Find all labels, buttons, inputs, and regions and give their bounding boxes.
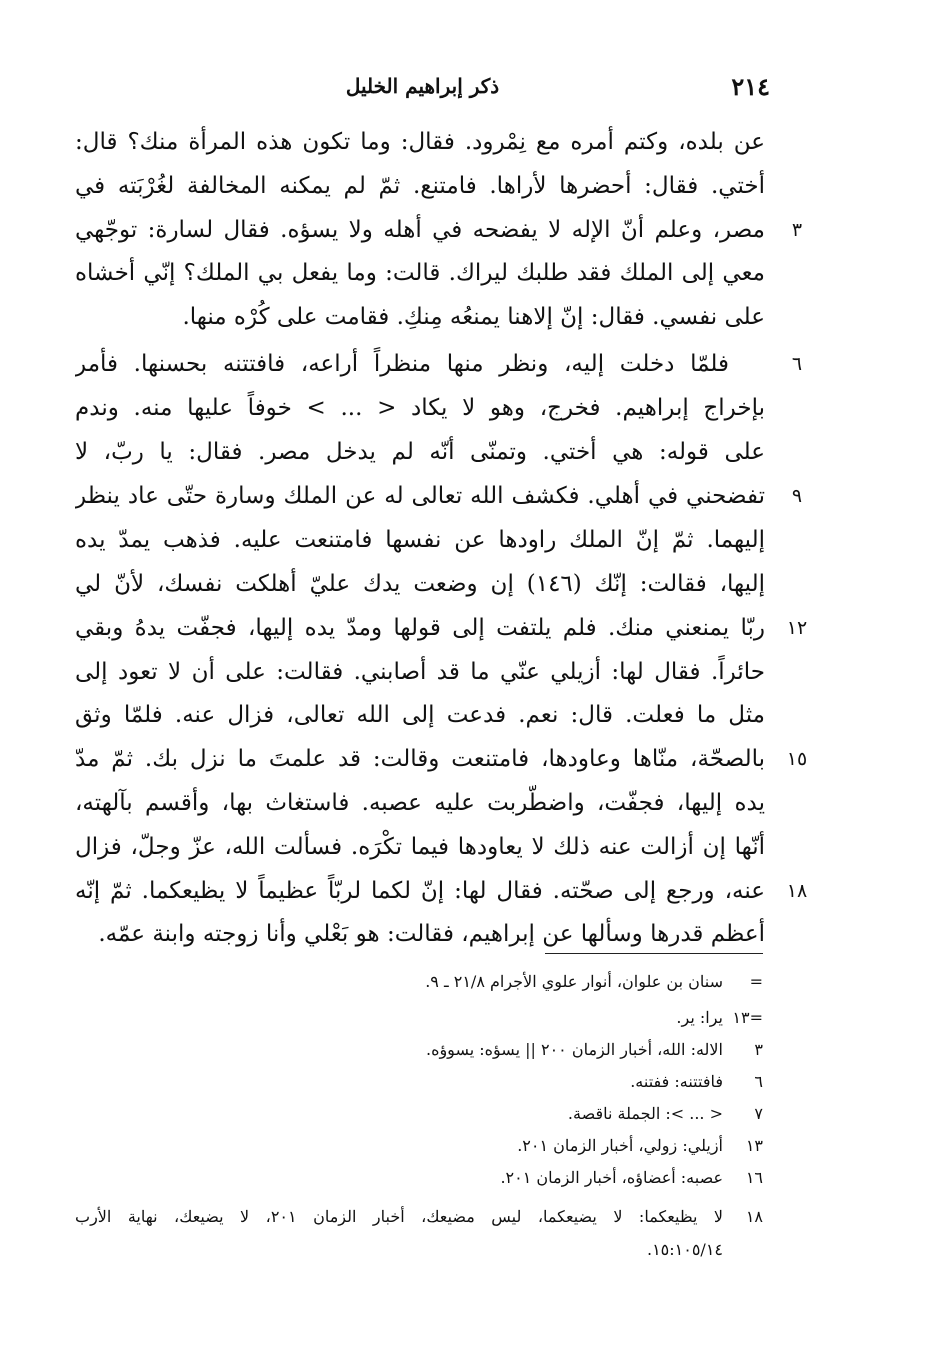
- body-line: معي إلى الملك فقد طلبك ليراك. قالت: وما يفعل بي الملك؟ إنّي أخشاه: [75, 260, 765, 286]
- footnote-text: عصبه: أعضاؤه، أخبار الزمان ٢٠١.: [500, 1168, 723, 1187]
- footnote-text: ١٥:١٠٥/١٤.: [646, 1240, 723, 1259]
- body-line: إليهما. ثمّ إنّ الملك راودها عن نفسها فامتنعت عليه. فذهب يمدّ يده: [75, 527, 765, 553]
- footnote-number: ١٨: [745, 1207, 763, 1226]
- body-line: إليها، فقالت: إنّك (١٤٦) إن وضعت يدك عليّ أهلكت نفسك، لأنّ لي: [75, 571, 765, 597]
- body-line: مثل ما فعلت. قال: نعم. فدعت إلى الله تعالى، فزال عنه. فلمّا وثق: [75, 702, 765, 728]
- body-line: مصر، وعلم أنّ الإله لا يفضحه في أهله ولا يسؤه. فقال لسارة: توجّهي: [75, 217, 765, 243]
- footnote-number: =١٣: [732, 1008, 763, 1027]
- line-number: ٩: [791, 485, 803, 507]
- page-header: [75, 72, 770, 106]
- footnote-number: ١٣: [745, 1136, 763, 1155]
- body-line: عنه، ورجع إلى صحّته. فقال لها: إنّ لكما لربّاً عظيماً لا يظيعكما. ثمّ إنّه: [75, 878, 765, 904]
- line-number: ١٢: [786, 617, 808, 639]
- footnote-separator: [545, 953, 763, 954]
- footnote-number: =: [749, 972, 763, 991]
- footnote-number: ٣: [754, 1040, 763, 1059]
- body-line: تفضحني في أهلي. فكشف الله تعالى له عن الملك وسارة حتّى عاد ينظر: [75, 483, 765, 509]
- footnote-text: يرا: ير.: [676, 1008, 723, 1027]
- footnote-text: < ... >: الجملة ناقصة.: [567, 1104, 723, 1123]
- footnote-text: أزيلي: زولي، أخبار الزمان ٢٠١.: [517, 1136, 723, 1155]
- body-line: أختي. فقال: أحضرها لأراها. فامتنع. ثمّ لم يمكنه المخالفة لغُرْبَته في: [75, 173, 765, 199]
- body-line: حائراً. فقال لها: أزيلي عنّي ما قد أصابني. فقالت: على أن لا تعود إلى: [75, 659, 765, 685]
- page-number: ٢١٤: [731, 72, 770, 101]
- line-number: ١٨: [786, 880, 808, 902]
- body-line: بالصحّة، منّاها وعاودها، فامتنعت وقالت: قد علمتَ ما نزل بك. ثمّ مدّ: [75, 746, 765, 772]
- body-line: على قوله: هي أختي. وتمنّى أنّه لم يدخل مصر. فقال: يا ربّ، لا: [75, 439, 765, 465]
- body-line: أنّها إن أزالت عنه ذلك لا يعاودها فيما تكْرَه. فسألت الله، عزّ وجلّ، فزال: [75, 834, 765, 860]
- body-line: على نفسي. فقال: إنّ إلاهنا يمنعُه مِنكِ. فقامت على كُرْه منها.: [182, 304, 765, 330]
- body-line: بإخراج إبراهيم. فخرج، وهو لا يكاد < ... > خوفاً عليها منه. وندم: [75, 395, 765, 421]
- footnote-text: لا يظيعكما: لا يضيعكما، ليس مضيعك، أخبار الزمان ٢٠١، لا يضيعك، نهاية الأرب: [75, 1207, 724, 1226]
- line-number: ٦: [791, 353, 803, 375]
- footnote-text: فافتتنه: ففتنه.: [630, 1072, 723, 1091]
- body-line: فلمّا دخلت إليه، ونظر منها منظراً أراعه، فافتتنه بحسنها. فأمر: [75, 351, 729, 377]
- footnote-number: ١٦: [745, 1168, 763, 1187]
- running-title: ذكر إبراهيم الخليل: [345, 74, 500, 98]
- body-line: أعظم قدرها وسألها عن إبراهيم، فقالت: هو بَعْلي وأنا زوجته وابنة عمّه.: [98, 921, 765, 947]
- footnote-text: سنان بن علوان، أنوار علوي الأجرام ٢١/٨ ـ ٩.: [425, 972, 723, 991]
- footnote-number: ٦: [754, 1072, 763, 1091]
- body-line: يده إليها، فجفّت، واضطّربت عليه عصبه. فاستغاث بها، وأقسم بآلهته،: [75, 790, 765, 816]
- footnote-number: ٧: [754, 1104, 763, 1123]
- body-line: عن بلده، وكتم أمره مع نِمْرود. فقال: وما تكون هذه المرأة منك؟ قال:: [75, 129, 765, 155]
- line-number: ٣: [791, 219, 803, 241]
- footnote-text: الاله: الله، أخبار الزمان ٢٠٠ || يسؤه: يسوؤه.: [425, 1040, 723, 1059]
- body-line: ربّا يمنعني منك. فلم يلتفت إلى قولها ومدّ يده إليها، فجفّت يدهُ وبقي: [75, 615, 765, 641]
- line-number: ١٥: [786, 748, 808, 770]
